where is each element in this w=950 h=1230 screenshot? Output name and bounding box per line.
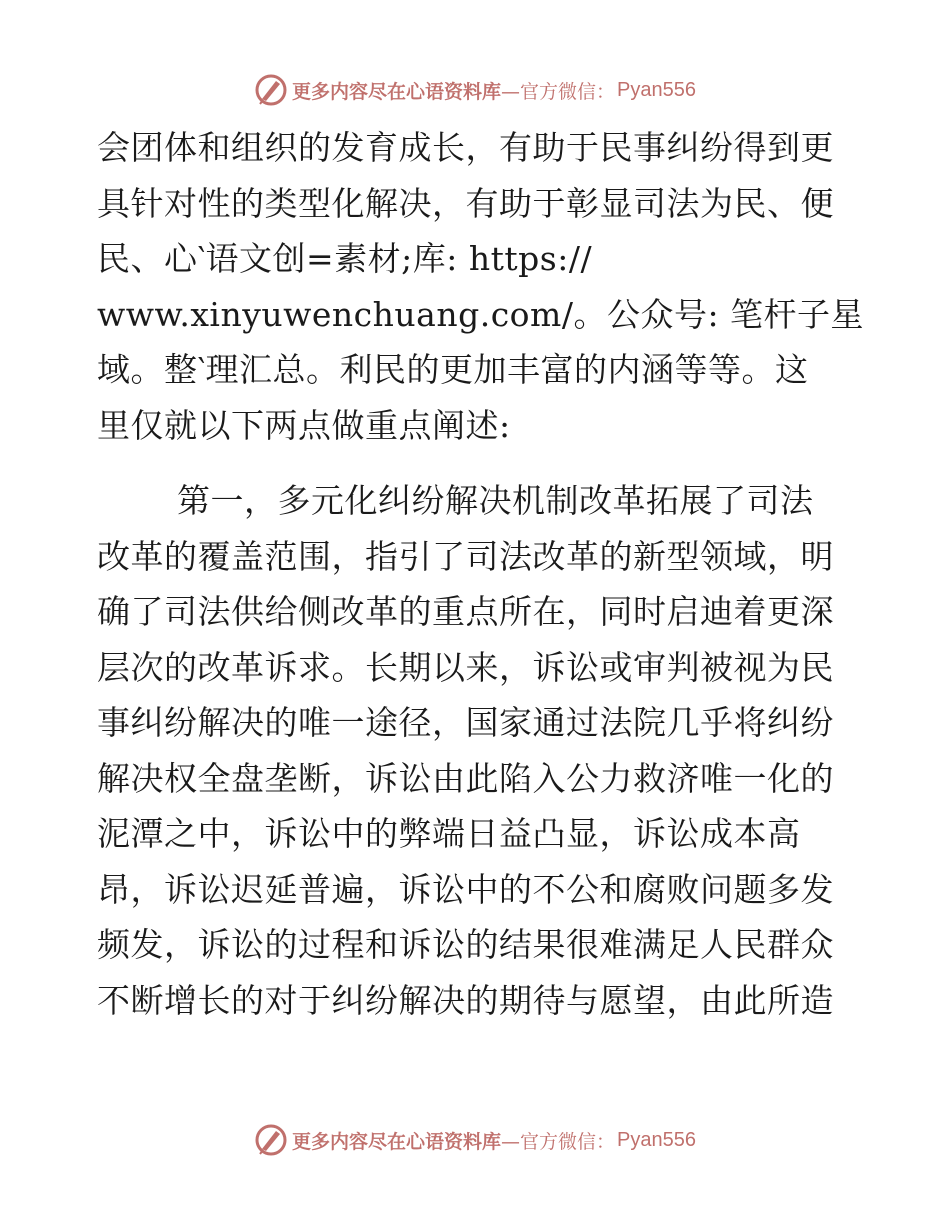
text-line: 泥潭之中，诉讼中的弊端日益凸显，诉讼成本高 <box>97 814 801 853</box>
text-line: 改革的覆盖范围，指引了司法改革的新型领域，明 <box>97 536 834 576</box>
text-line: www.xinyuwenchuang.com/。公众号: 笔杆子星 <box>97 294 865 334</box>
text-line: 具针对性的类型化解决，有助于彰显司法为民、便 <box>97 183 834 223</box>
banner-separator: —官方微信： <box>501 80 616 103</box>
text-line: 昂，诉讼迟延普遍，诉讼中的不公和腐败问题多发 <box>97 869 834 909</box>
text-line: 层次的改革诉求。长期以来，诉讼或审判被视为民 <box>97 647 834 687</box>
text-line: 域。整‵理汇总。利民的更加丰富的内涵等等。这 <box>97 350 809 389</box>
text-line: 里仅就以下两点做重点阐述: <box>97 405 511 445</box>
banner-text: 更多内容尽在心语资料库 <box>292 80 502 103</box>
text-line: 解决权全盘垄断，诉讼由此陷入公力救济唯一化的 <box>97 758 834 798</box>
header-banner <box>0 70 950 110</box>
banner-text: 更多内容尽在心语资料库 <box>292 1130 502 1153</box>
text-line: 事纠纷解决的唯一途径，国家通过法院几乎将纠纷 <box>97 703 834 742</box>
quill-logo-icon <box>254 1123 288 1157</box>
text-line: 民、心‵语文创=素材;库: https:// <box>97 239 593 278</box>
banner-account: Pyan556 <box>617 1128 696 1151</box>
text-line: 会团体和组织的发育成长，有助于民事纠纷得到更 <box>97 128 834 167</box>
footer-banner <box>0 1120 950 1160</box>
paragraph-2 <box>97 473 857 1028</box>
text-line: 确了司法供给侧改革的重点所在，同时启迪着更深 <box>97 592 834 631</box>
quill-logo-icon <box>254 73 288 107</box>
text-line: 第一，多元化纠纷解决机制改革拓展了司法 <box>177 481 814 520</box>
paragraph-1 <box>97 120 865 453</box>
text-line: 不断增长的对于纠纷解决的期待与愿望，由此所造 <box>97 980 834 1020</box>
document-body <box>97 120 865 1028</box>
text-line: 频发，诉讼的过程和诉讼的结果很难满足人民群众 <box>97 925 834 964</box>
banner-account: Pyan556 <box>617 78 696 101</box>
banner-separator: —官方微信： <box>501 1130 616 1153</box>
